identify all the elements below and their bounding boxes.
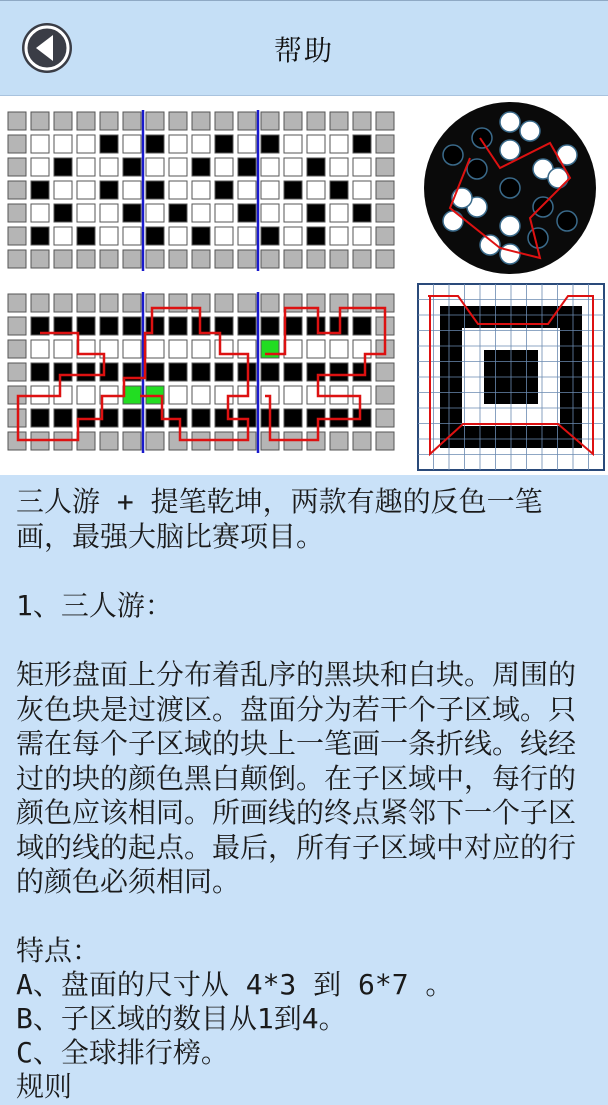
grid-top-cell (123, 227, 141, 245)
grid-top-cell (376, 158, 394, 176)
grid-top-cell (54, 158, 72, 176)
grid-bottom-cell (215, 363, 233, 381)
grid-top-cell (8, 227, 26, 245)
grid-top-cell (8, 204, 26, 222)
grid-bottom-cell (100, 340, 118, 358)
intro-paragraph: 三人游 + 提笔乾坤，两款有趣的反色一笔画，最强大脑比赛项目。 (16, 485, 543, 553)
grid-top-cell (284, 158, 302, 176)
grid-top-cell (307, 204, 325, 222)
grid-top-cell (261, 158, 279, 176)
grid-bottom-cell (146, 340, 164, 358)
grid-top-cell (353, 227, 371, 245)
grid-bottom-cell (100, 363, 118, 381)
grid-bottom-cell (8, 340, 26, 358)
grid-top-cell (31, 112, 49, 130)
grid-top-cell (261, 112, 279, 130)
grid-top-cell (54, 204, 72, 222)
grid-top-cell (123, 250, 141, 268)
grid-top-cell (284, 227, 302, 245)
grid-bottom-cell (31, 363, 49, 381)
grid-top-cell (261, 204, 279, 222)
grid-bottom-cell (54, 340, 72, 358)
hex-cell (500, 140, 520, 160)
grid-top-cell (8, 112, 26, 130)
grid-top-cell (284, 112, 302, 130)
grid-top-cell (169, 250, 187, 268)
grid-bottom-cell (284, 363, 302, 381)
grid-bottom-cell (77, 294, 95, 312)
rules-title: 规则 (16, 1070, 73, 1103)
hex-cell (443, 211, 463, 231)
grid-top-cell (376, 204, 394, 222)
grid-top-cell (238, 250, 256, 268)
grid-bottom-cell (238, 294, 256, 312)
grid-bottom-cell (77, 432, 95, 450)
grid-top-cell (261, 135, 279, 153)
grid-top-cell (261, 227, 279, 245)
grid-bottom-cell (330, 340, 348, 358)
grid-bottom-cell (353, 294, 371, 312)
grid-top-cell (330, 250, 348, 268)
grid-top-cell (146, 135, 164, 153)
hex-cell (500, 112, 520, 132)
grid-top-cell (353, 135, 371, 153)
grid-top-cell (31, 158, 49, 176)
grid-top-cell (353, 204, 371, 222)
grid-bottom-cell (123, 294, 141, 312)
grid-top-cell (146, 112, 164, 130)
grid-top-cell (54, 112, 72, 130)
help-text-area (0, 475, 608, 1103)
grid-bottom-cell (123, 317, 141, 335)
grid-top-cell (100, 158, 118, 176)
grid-top-cell (146, 204, 164, 222)
grid-bottom-cell (31, 294, 49, 312)
grid-top-cell (353, 158, 371, 176)
grid-bottom-cell (54, 409, 72, 427)
hex-cell (467, 159, 487, 179)
grid-bottom-cell (353, 340, 371, 358)
grid-bottom-cell (192, 340, 210, 358)
help-illustration (0, 96, 608, 475)
header-bar (0, 0, 608, 96)
grid-top-cell (123, 204, 141, 222)
grid-bottom-cell (146, 363, 164, 381)
grid-top-cell (123, 112, 141, 130)
grid-top-cell (169, 158, 187, 176)
hex-cell (557, 211, 577, 231)
section1-body: 矩形盘面上分布着乱序的黑块和白块。周围的灰色块是过渡区。盘面分为若干个子区域。只需在每个子区域的块上一笔画一条折线。线经过的块的颜色黑白颠倒。在子区域中，每行的颜色应该相同。所画线的终点紧邻下一个子区域的线的起点。最后，所有子区域中对应的行的颜色必须相同。 (16, 658, 577, 898)
grid-top-cell (284, 135, 302, 153)
grid-top-cell (8, 158, 26, 176)
grid-top-cell (307, 250, 325, 268)
grid-top-cell (146, 227, 164, 245)
grid-top-cell (238, 204, 256, 222)
grid-top-cell (376, 227, 394, 245)
feature-b: B、子区域的数目从1到4。 (16, 1002, 347, 1035)
grid-top-cell (330, 135, 348, 153)
grid-bottom-cell (77, 317, 95, 335)
grid-top-cell (215, 158, 233, 176)
grid-top-cell (284, 250, 302, 268)
grid-bottom-cell (376, 409, 394, 427)
grid-top-cell (238, 181, 256, 199)
grid-top-cell (54, 250, 72, 268)
grid-top-cell (215, 227, 233, 245)
hex-cell (520, 121, 540, 141)
grid-top-cell (169, 204, 187, 222)
grid-bottom-cell (169, 294, 187, 312)
grid-top-cell (169, 112, 187, 130)
grid-bottom-cell (8, 317, 26, 335)
grid-top-cell (123, 158, 141, 176)
grid-top-cell (169, 181, 187, 199)
grid-top-cell (192, 158, 210, 176)
grid-top-cell (100, 181, 118, 199)
grid-top-cell (353, 112, 371, 130)
grid-top-cell (353, 250, 371, 268)
grid-top-cell (100, 204, 118, 222)
hex-cell (472, 128, 492, 148)
grid-bottom-cell (8, 363, 26, 381)
grid-bottom-cell (261, 363, 279, 381)
grid-bottom-cell (261, 317, 279, 335)
grid-bottom-cell (100, 317, 118, 335)
grid-top-cell (100, 135, 118, 153)
hex-cell (500, 216, 520, 236)
grid-bottom-cell (261, 294, 279, 312)
grid-bottom-cell (123, 432, 141, 450)
grid-bottom-cell (123, 409, 141, 427)
section1-title: 1、三人游： (16, 589, 173, 622)
grid-bottom-cell (77, 386, 95, 404)
grid-bottom-cell (284, 386, 302, 404)
grid-bottom-cell (307, 363, 325, 381)
feature-c: C、全球排行榜。 (16, 1036, 229, 1069)
grid-top-cell (77, 250, 95, 268)
grid-top-cell (215, 250, 233, 268)
grid-top-cell (8, 250, 26, 268)
grid-top-cell (77, 158, 95, 176)
grid-bottom-cell (192, 409, 210, 427)
grid-top-cell (100, 112, 118, 130)
hex-cell (528, 228, 548, 248)
grid-top-cell (100, 250, 118, 268)
grid-bottom-cell (353, 317, 371, 335)
grid-bottom-cell (284, 317, 302, 335)
grid-bottom-cell (169, 317, 187, 335)
feature-a: A、盘面的尺寸从 4*3 到 6*7 。 (16, 968, 454, 1001)
grid-top-cell (215, 181, 233, 199)
grid-bottom-cell (77, 340, 95, 358)
grid-top-cell (307, 181, 325, 199)
grid-bottom-cell (146, 294, 164, 312)
grid-bottom-cell (238, 317, 256, 335)
grid-top-cell (146, 250, 164, 268)
grid-bottom-cell (330, 432, 348, 450)
grid-bottom-cell (353, 432, 371, 450)
hex-cell (533, 197, 553, 217)
grid-top-cell (238, 135, 256, 153)
grid-bottom-cell (31, 409, 49, 427)
grid-bottom-cell (31, 340, 49, 358)
grid-top-cell (307, 135, 325, 153)
grid-top-cell (215, 135, 233, 153)
grid-top-cell (123, 135, 141, 153)
grid-top-cell (77, 135, 95, 153)
grid-top-cell (100, 227, 118, 245)
grid-bottom-cell (376, 386, 394, 404)
grid-bottom-cell (215, 294, 233, 312)
grid-top-cell (146, 158, 164, 176)
grid-bottom-cell (307, 294, 325, 312)
grid-top-cell (353, 181, 371, 199)
grid-top-cell (54, 227, 72, 245)
grid-top-cell (330, 158, 348, 176)
grid-bottom-cell (330, 363, 348, 381)
grid-top-cell (376, 250, 394, 268)
features-title: 特点： (16, 934, 101, 967)
grid-top-cell (307, 227, 325, 245)
grid-top-cell (169, 135, 187, 153)
grid-top-cell (215, 204, 233, 222)
grid-top-cell (238, 227, 256, 245)
grid-bottom-cell (146, 432, 164, 450)
grid-top-cell (192, 250, 210, 268)
grid-bottom-cell (77, 363, 95, 381)
grid-top-cell (77, 204, 95, 222)
grid-top-cell (123, 181, 141, 199)
grid-bottom-cell (307, 340, 325, 358)
hex-cell (500, 244, 520, 264)
grid-top-cell (31, 250, 49, 268)
grid-top-cell (307, 112, 325, 130)
grid-bottom-cell (123, 340, 141, 358)
grid-top-cell (261, 181, 279, 199)
grid-bottom-cell (54, 294, 72, 312)
puzzle-example-illustration (0, 96, 608, 475)
hex-cell (443, 145, 463, 165)
grid-top-cell (169, 227, 187, 245)
grid-bottom-cell (169, 340, 187, 358)
grid-bottom-cell (169, 363, 187, 381)
grid-top-cell (192, 227, 210, 245)
grid-bottom-cell (376, 432, 394, 450)
grid-top-cell (77, 181, 95, 199)
grid-top-cell (31, 181, 49, 199)
grid-top-cell (54, 181, 72, 199)
grid-bottom-cell (284, 340, 302, 358)
grid-top-cell (376, 112, 394, 130)
grid-top-cell (192, 112, 210, 130)
grid-top-cell (192, 135, 210, 153)
grid-bottom-cell (54, 363, 72, 381)
grid-top-cell (307, 158, 325, 176)
grid-bottom-cell (284, 294, 302, 312)
grid-top-cell (238, 158, 256, 176)
grid-top-cell (77, 227, 95, 245)
grid-bottom-cell (376, 363, 394, 381)
grid-top-cell (31, 227, 49, 245)
grid-top-cell (77, 112, 95, 130)
grid-bottom-cell (100, 294, 118, 312)
hex-cell (500, 178, 520, 198)
grid-top-cell (330, 227, 348, 245)
grid-top-cell (192, 204, 210, 222)
grid-top-cell (330, 204, 348, 222)
grid-top-cell (31, 204, 49, 222)
grid-top-cell (330, 181, 348, 199)
grid-bottom-cell (8, 294, 26, 312)
grid-top-cell (8, 135, 26, 153)
grid-top-cell (54, 135, 72, 153)
grid-bottom-cell (169, 386, 187, 404)
grid-top-cell (261, 250, 279, 268)
grid-top-cell (376, 181, 394, 199)
grid-bottom-cell (192, 386, 210, 404)
grid-top-cell (376, 135, 394, 153)
grid-top-cell (8, 181, 26, 199)
grid-top-cell (215, 112, 233, 130)
grid-top-cell (238, 112, 256, 130)
grid-bottom-cell (100, 432, 118, 450)
page-title: 帮助 (273, 34, 334, 67)
grid-top-cell (31, 135, 49, 153)
grid-bottom-cell (261, 340, 279, 358)
grid-bottom-cell (284, 409, 302, 427)
grid-top-cell (284, 181, 302, 199)
grid-top-cell (192, 181, 210, 199)
grid-bottom-cell (215, 340, 233, 358)
grid-bottom-cell (192, 363, 210, 381)
grid-top-cell (330, 112, 348, 130)
grid-top-cell (284, 204, 302, 222)
grid-top-cell (146, 181, 164, 199)
grid-bottom-cell (353, 363, 371, 381)
grid-bottom-cell (123, 386, 141, 404)
